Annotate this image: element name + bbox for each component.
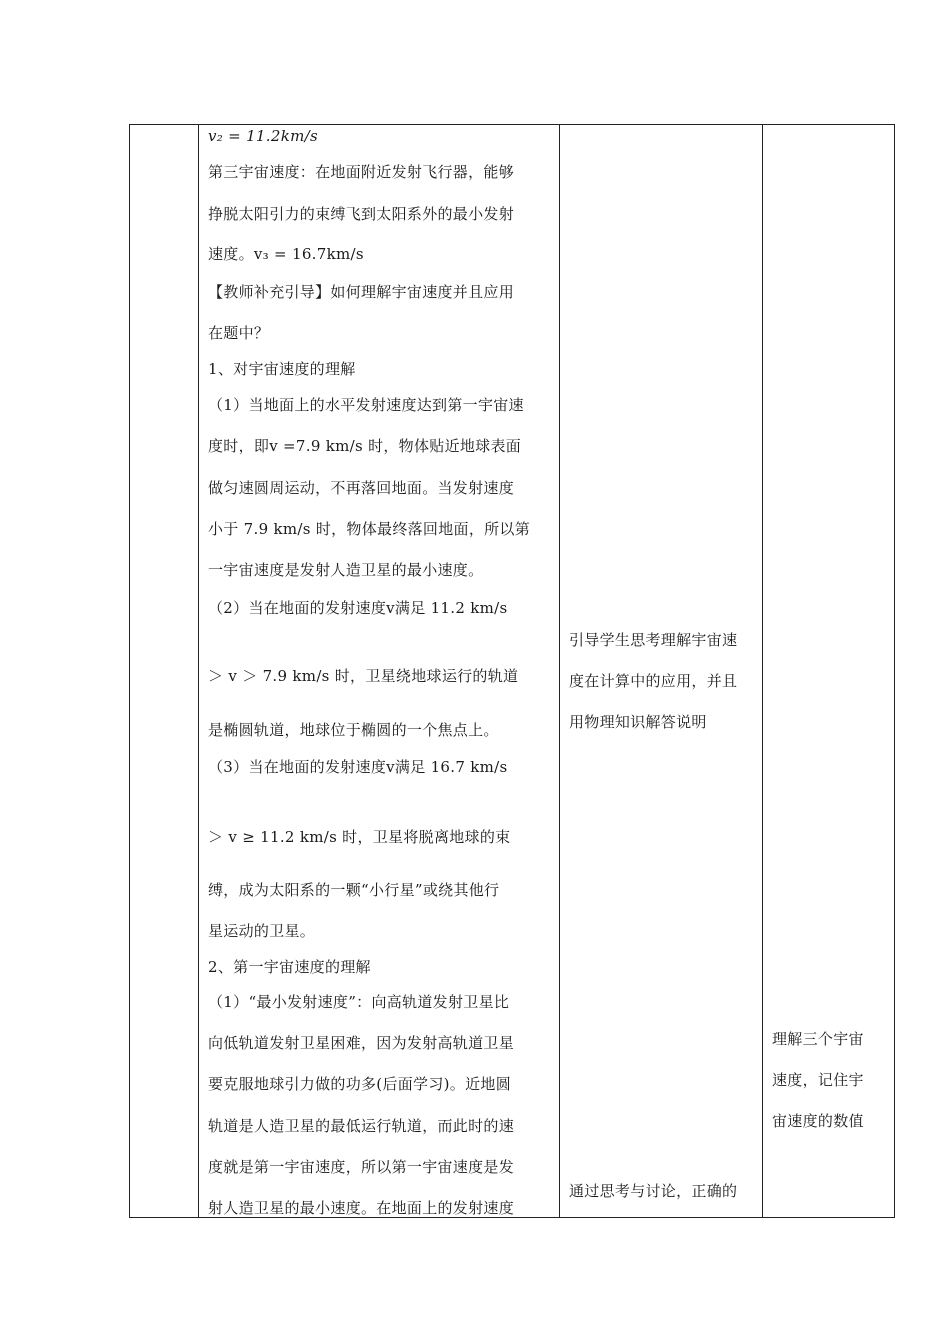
lesson-table — [129, 124, 895, 1218]
text-line: 速度。v₃ = 16.7km/s — [208, 245, 364, 263]
text-line: 做匀速圆周运动，不再落回地面。当发射速度 — [208, 479, 515, 497]
text-line: （1）“最小发射速度”：向高轨道发射卫星比 — [208, 993, 510, 1011]
text-line: 第三宇宙速度：在地面附近发射飞行器，能够 — [208, 163, 515, 181]
text-line: 要克服地球引力做的功多(后面学习)。近地圆 — [208, 1075, 512, 1093]
text-line: 是椭圆轨道，地球位于椭圆的一个焦点上。 — [208, 721, 499, 739]
text-line: 一宇宙速度是发射人造卫星的最小速度。 — [208, 561, 484, 579]
column-divider — [198, 125, 199, 1217]
text-line: 缚，成为太阳系的一颗“小行星”或绕其他行 — [208, 881, 500, 899]
text-line: 挣脱太阳引力的束缚飞到太阳系外的最小发射 — [208, 205, 515, 223]
teaching-content-cell — [208, 125, 554, 1217]
section-heading: 2、第一宇宙速度的理解 — [208, 958, 371, 976]
text-line: 【教师补充引导】如何理解宇宙速度并且应用 — [208, 283, 515, 301]
student-activity-cell — [569, 125, 759, 1217]
text-line: 小于 7.9 km/s 时，物体最终落回地面，所以第 — [208, 520, 531, 538]
text-line: （1）当地面上的水平发射速度达到第一宇宙速 — [208, 396, 524, 414]
text-line: 理解三个宇宙 — [772, 1030, 864, 1048]
text-line: ＞ v ＞ 7.9 km/s 时，卫星绕地球运行的轨道 — [208, 667, 519, 685]
formula-v2: v₂ = 11.2km/s — [208, 127, 318, 145]
text-line: 在题中？ — [208, 324, 270, 342]
design-intent-cell — [772, 125, 892, 1217]
text-line: 度就是第一宇宙速度，所以第一宇宙速度是发 — [208, 1158, 515, 1176]
text-line: 向低轨道发射卫星困难，因为发射高轨道卫星 — [208, 1034, 515, 1052]
text-line: 轨道是人造卫星的最低运行轨道，而此时的速 — [208, 1117, 515, 1135]
text-line: （3）当在地面的发射速度v满足 16.7 km/s — [208, 758, 508, 776]
text-line: 星运动的卫星。 — [208, 922, 316, 940]
column-divider — [762, 125, 763, 1217]
text-line: （2）当在地面的发射速度v满足 11.2 km/s — [208, 599, 508, 617]
text-line: 用物理知识解答说明 — [569, 713, 707, 731]
section-heading: 1、对宇宙速度的理解 — [208, 360, 356, 378]
text-line: 引导学生思考理解宇宙速 — [569, 631, 738, 649]
text-line: ＞ v ≥ 11.2 km/s 时，卫星将脱离地球的束 — [208, 828, 511, 846]
text-line: 度在计算中的应用，并且 — [569, 672, 738, 690]
text-line: 宙速度的数值 — [772, 1112, 864, 1130]
column-divider — [559, 125, 560, 1217]
text-line: 速度，记住宇 — [772, 1071, 864, 1089]
text-line: 通过思考与讨论，正确的 — [569, 1182, 738, 1200]
text-line: 射人造卫星的最小速度。在地面上的发射速度 — [208, 1199, 515, 1217]
text-line: 度时，即v =7.9 km/s 时，物体贴近地球表面 — [208, 437, 522, 455]
